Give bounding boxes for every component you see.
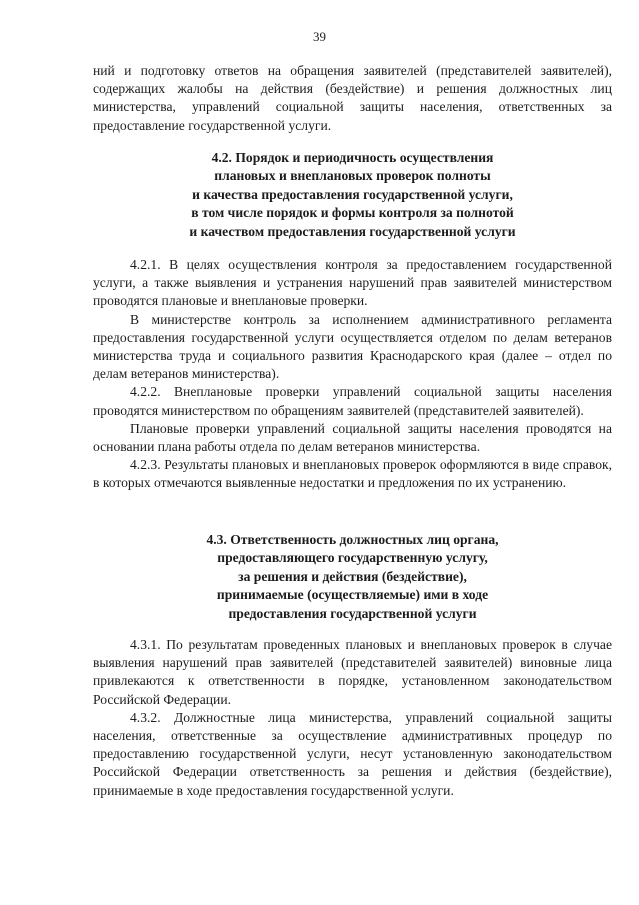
heading-line: и качеством предоставления государственной услуги <box>189 223 516 239</box>
heading-line: предоставления государственной услуги <box>228 605 477 621</box>
heading-line: за решения и действия (бездействие), <box>238 568 467 584</box>
heading-line: в том числе порядок и формы контроля за полнотой <box>191 205 514 221</box>
paragraph-4-2-2-planned: Плановые проверки управлений социальной защиты населения проводятся на основании плана работы отдела по делам ветеранов министерства. <box>93 420 612 455</box>
section-4-2-body <box>93 256 612 493</box>
paragraph-4-3-2: 4.3.2. Должностные лица министерства, управлений социальной защиты населения, ответственные за осуществление административных процедур по предоставлению государственной услуги, несут установленную законодательством Российской Федерации ответственность за решения и действия (бездействие), принимаемые в ходе предоставления государственной услуги. <box>93 709 612 798</box>
paragraph-4-2-3: 4.2.3. Результаты плановых и внеплановых проверок оформляются в виде справок, в которых отмечаются выявленные недостатки и предложения по их устранению. <box>93 457 612 491</box>
paragraph-4-3-1: 4.3.1. По результатам проведенных плановых и внеплановых проверок в случае выявления нарушений прав заявителей (представителей заявителей) виновные лица привлекаются к ответственности в порядке, установленном законодательством Российской Федерации. <box>93 637 612 707</box>
heading-line: 4.2. Порядок и периодичность осуществления <box>211 150 494 165</box>
page-number: 39 <box>313 29 326 44</box>
paragraph-4-2-1-control: В министерстве контроль за исполнением административного регламента предоставления государственной услуги осуществляется отделом по делам ветеранов министерства труда и социального развития Краснодарского края (далее – отдел по делам ветеранов министерства). <box>93 311 612 382</box>
intro-paragraph <box>93 62 612 135</box>
heading-line: и качества предоставления государственной услуги, <box>192 186 513 202</box>
section-4-3-body <box>93 636 612 800</box>
paragraph-4-2-2: 4.2.2. Внеплановые проверки управлений социальной защиты населения проводятся министерством по обращениям заявителей (представителей заявителей). <box>93 384 612 418</box>
paragraph-text: ний и подготовку ответов на обращения заявителей (представителей заявителей), содержащих жалобы на действия (бездействие) и решения должностных лиц министерства, управлений социальной защиты населения, ответственных за предоставление государственной услуги. <box>93 63 612 133</box>
heading-line: предоставляющего государственную услугу, <box>217 550 488 566</box>
paragraph-4-2-1: 4.2.1. В целях осуществления контроля за предоставлением государственной услуги, а также выявления и устранения нарушений прав заявителей министерством проводятся плановые и внеплановые проверки. <box>93 257 612 309</box>
heading-line: плановых и внеплановых проверок полноты <box>214 168 491 184</box>
section-4-3-heading <box>93 531 612 623</box>
heading-line: принимаемые (осуществляемые) ими в ходе <box>216 587 489 603</box>
section-4-2-heading <box>93 149 612 241</box>
heading-line: 4.3. Ответственность должностных лиц органа, <box>206 532 499 547</box>
